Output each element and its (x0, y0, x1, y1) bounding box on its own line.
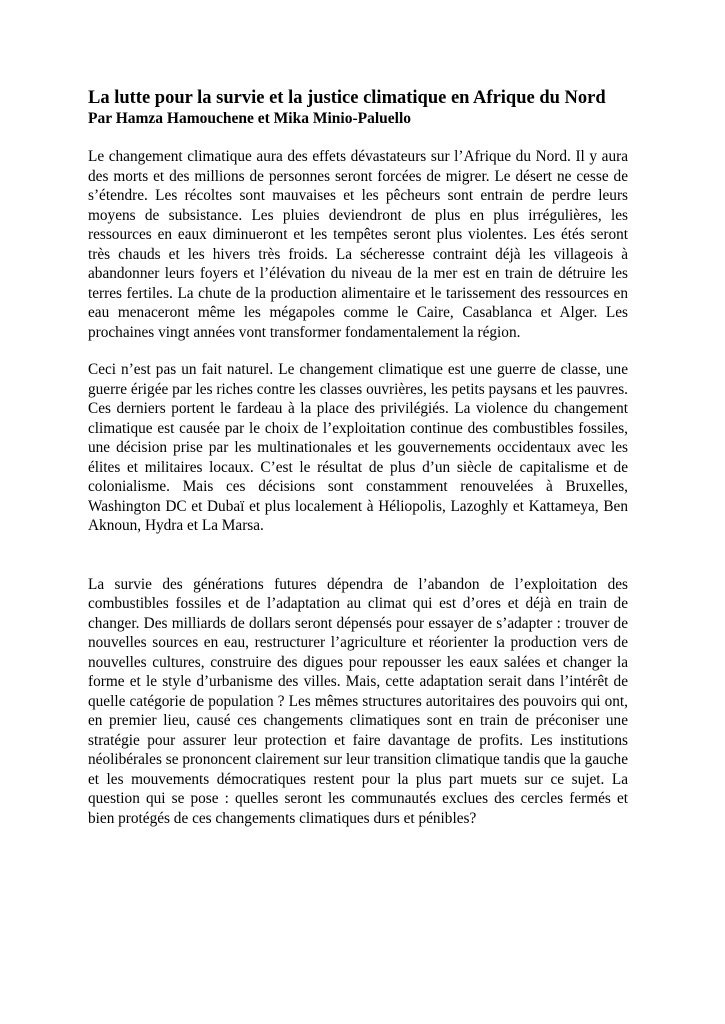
paragraph-spacer (88, 536, 628, 575)
paragraph-3: La survie des générations futures dépendra de l’abandon de l’exploitation des combustibles fossiles et de l’adaptation au climat qui est d’ores et déjà en train de changer. Des milliards de dollars seront dépensés pour essayer de s’adapter : trouver de nouvelles sources en eau, restructurer l’agriculture et réorienter la production vers de nouvelles cultures, construire des digues pour repousser les eaux salées et changer la forme et le style d’urbanisme des villes. Mais, cette adaptation serait dans l’intérêt de quelle catégorie de population ? Les mêmes structures autoritaires des pouvoirs qui ont, en premier lieu, causé ces changements climatiques sont en train de préconiser une stratégie pour assurer leur protection et faire davantage de profits. Les institutions néolibérales se prononcent clairement sur leur transition climatique tandis que la gauche et les mouvements démocratiques restent pour la plus part muets sur ce sujet. La question qui se pose : quelles seront les communautés exclues des cercles fermés et bien protégés de ces changements climatiques durs et pénibles? (88, 575, 628, 827)
paragraph-2: Ceci n’est pas un fait naturel. Le changement climatique est une guerre de classe, une guerre érigée par les riches contre les classes ouvrières, les petits paysans et les pauvres. Ces derniers portent le fardeau à la place des privilégiés. La violence du changement climatique est causée par le choix de l’exploitation continue des combustibles fossiles, une décision prise par les multinationales et les gouvernements occidentaux avec les élites et militaires locaux. C’est le résultat de plus d’un siècle de capitalisme et de colonialisme. Mais ces décisions sont constamment renouvelées à Bruxelles, Washington DC et Dubaï et plus localement à Héliopolis, Lazoghly et Kattameya, Ben Aknoun, Hydra et La Marsa. (88, 361, 628, 534)
document-body (88, 88, 628, 828)
document-title: La lutte pour la survie et la justice climatique en Afrique du Nord (88, 88, 606, 108)
paragraph-1: Le changement climatique aura des effets dévastateurs sur l’Afrique du Nord. Il y aura des morts et des millions de personnes seront forcées de migrer. Le désert ne cesse de s’étendre. Les récoltes sont mauvaises et les pêcheurs sont entrain de perdre leurs moyens de subsistance. Les pluies deviendront de plus en plus irrégulières, les ressources en eaux diminueront et les tempêtes seront plus violentes. Les étés seront très chauds et les hivers très froids. La sécheresse contraint déjà les villageois à abandonner leurs foyers et l’élévation du niveau de la mer est en train de détruire les terres fertiles. La chute de la production alimentaire et le tarissement des ressources en eau menaceront même les mégapoles comme le Caire, Casablanca et Alger. Les prochaines vingt années vont transformer fondamentalement la région. (88, 148, 628, 341)
document-authors: Par Hamza Hamouchene et Mika Minio-Paluello (88, 110, 412, 127)
paragraph-spacer (88, 342, 628, 360)
